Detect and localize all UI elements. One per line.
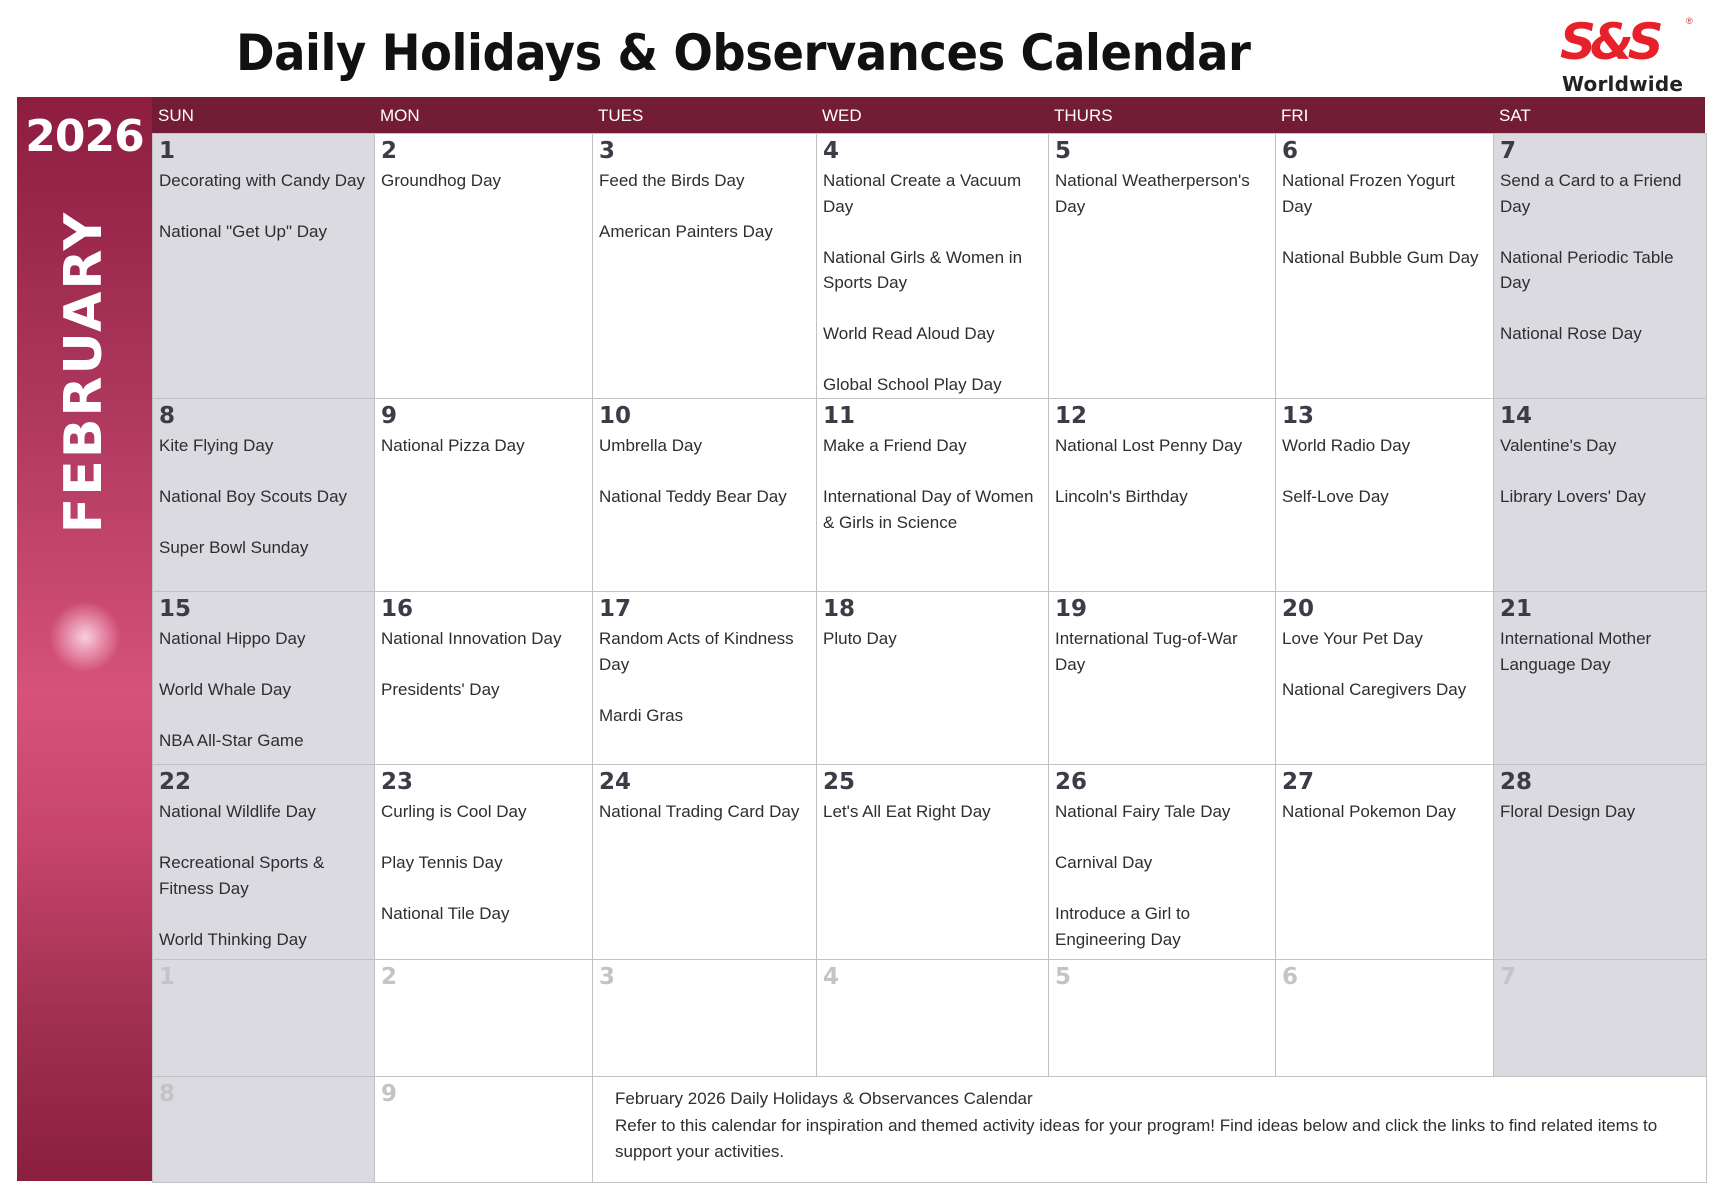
event-item: American Painters Day [599, 222, 773, 241]
event-item: National Lost Penny Day [1055, 436, 1243, 455]
year-label: 2026 [25, 111, 144, 162]
day-number: 21 [1500, 596, 1533, 622]
calendar-cell-adjacent-month [374, 1076, 594, 1183]
event-item: Feed the Birds Day [599, 171, 745, 190]
event-item: National Boy Scouts Day [159, 487, 348, 506]
day-number: 16 [381, 596, 414, 622]
calendar-cell [152, 764, 376, 961]
event-item: Decorating with Candy Day [159, 171, 365, 190]
calendar-cell [1275, 133, 1495, 400]
day-number: 8 [159, 1081, 176, 1107]
event-item: National Create a Vacuum Day [823, 171, 1022, 216]
day-number: 18 [823, 596, 856, 622]
calendar-cell [374, 591, 594, 766]
day-number: 4 [823, 138, 840, 164]
day-number: 6 [1282, 138, 1299, 164]
weekday-sat: SAT [1499, 106, 1531, 125]
event-item: Groundhog Day [381, 171, 502, 190]
calendar-cell-adjacent-month [1493, 959, 1707, 1078]
event-item: International Day of Women & Girls in Science [823, 487, 1034, 532]
event-item: International Tug-of-War Day [1055, 629, 1238, 674]
event-item: Floral Design Day [1500, 802, 1636, 821]
event-item: Super Bowl Sunday [159, 538, 309, 557]
logo-mark: S&S [1560, 13, 1658, 71]
event-item: National Fairy Tale Day [1055, 802, 1231, 821]
calendar-cell [1048, 764, 1277, 961]
calendar-cell-adjacent-month [1048, 959, 1277, 1078]
weekday-mon: MON [380, 106, 420, 125]
calendar-cell [1275, 764, 1495, 961]
day-number: 4 [823, 964, 840, 990]
weekday-sun: SUN [158, 106, 194, 125]
calendar-cell [152, 398, 376, 593]
calendar-cell [592, 398, 818, 593]
day-number: 26 [1055, 769, 1088, 795]
event-item: National Caregivers Day [1282, 680, 1467, 699]
weekday-header [152, 97, 1705, 133]
calendar-cell-adjacent-month [374, 959, 594, 1078]
day-number: 28 [1500, 769, 1533, 795]
calendar-cell [1493, 764, 1707, 961]
day-number: 11 [823, 403, 856, 429]
day-number: 27 [1282, 769, 1315, 795]
day-number: 10 [599, 403, 632, 429]
calendar-cell [1275, 398, 1495, 593]
notes-box [592, 1076, 1707, 1183]
event-item: National Pizza Day [381, 436, 525, 455]
calendar-cell [1048, 398, 1277, 593]
calendar-cell-adjacent-month [1275, 959, 1495, 1078]
day-number: 17 [599, 596, 632, 622]
day-number: 9 [381, 403, 398, 429]
calendar-cell [1048, 591, 1277, 766]
event-item: Love Your Pet Day [1282, 629, 1423, 648]
page-title: Daily Holidays & Observances Calendar [236, 24, 1251, 82]
registered-mark: ® [1686, 16, 1693, 26]
calendar-cell [1493, 398, 1707, 593]
day-number: 23 [381, 769, 414, 795]
calendar-cell-adjacent-month [152, 959, 376, 1078]
day-number: 8 [159, 403, 176, 429]
calendar-cell [1493, 591, 1707, 766]
event-item: Global School Play Day [823, 375, 1002, 394]
event-item: National Hippo Day [159, 629, 306, 648]
notes-title: February 2026 Daily Holidays & Observances Calendar [615, 1089, 1033, 1108]
day-number: 20 [1282, 596, 1315, 622]
event-item: National Trading Card Day [599, 802, 800, 821]
month-sidebar [17, 97, 152, 1181]
calendar-cell [374, 133, 594, 400]
brand-logo [1560, 14, 1695, 94]
calendar-cell [816, 133, 1050, 400]
event-item: Send a Card to a Friend Day [1500, 171, 1682, 216]
notes-body: Refer to this calendar for inspiration and themed activity ideas for your program! Find ideas below and click the links to find related items to support your activities. [615, 1116, 1658, 1161]
calendar-cell-adjacent-month [816, 959, 1050, 1078]
day-number: 7 [1500, 964, 1517, 990]
event-item: National Bubble Gum Day [1282, 247, 1479, 267]
calendar-cell [152, 133, 376, 400]
day-number: 15 [159, 596, 192, 622]
day-number: 9 [381, 1081, 398, 1107]
day-number: 24 [599, 769, 632, 795]
event-item: Recreational Sports & Fitness Day [159, 853, 325, 898]
event-item: Lincoln's Birthday [1055, 487, 1188, 506]
event-item: World Whale Day [159, 680, 291, 699]
calendar-cell-adjacent-month [152, 1076, 376, 1183]
decorative-glow [50, 602, 120, 672]
weekday-wed: WED [822, 106, 862, 125]
calendar-cell [1275, 591, 1495, 766]
event-item: National Tile Day [381, 904, 510, 923]
day-number: 12 [1055, 403, 1088, 429]
event-item: Make a Friend Day [823, 436, 967, 455]
day-number: 13 [1282, 403, 1315, 429]
event-item: National Innovation Day [381, 629, 562, 648]
day-number: 2 [381, 964, 398, 990]
event-item: Random Acts of Kindness Day [599, 629, 794, 674]
day-number: 7 [1500, 138, 1517, 164]
event-item: World Thinking Day [159, 929, 307, 949]
calendar-cell [374, 764, 594, 961]
event-item: Umbrella Day [599, 436, 702, 455]
weekday-fri: FRI [1281, 106, 1309, 125]
event-item: Mardi Gras [599, 705, 684, 725]
calendar-cell [374, 398, 594, 593]
event-item: World Radio Day [1282, 436, 1411, 455]
logo-subtitle: Worldwide [1562, 72, 1684, 96]
event-item: Presidents' Day [381, 680, 500, 699]
calendar-cell [592, 764, 818, 961]
event-item: International Mother Language Day [1500, 629, 1652, 674]
weekday-thurs: THURS [1054, 106, 1113, 125]
event-item: Self-Love Day [1282, 487, 1389, 506]
event-item: Pluto Day [823, 629, 897, 648]
day-number: 25 [823, 769, 856, 795]
event-item: National Teddy Bear Day [599, 487, 787, 506]
weekday-tues: TUES [598, 106, 644, 125]
day-number: 6 [1282, 964, 1299, 990]
event-item: Let's All Eat Right Day [823, 802, 991, 821]
event-item: National Wildlife Day [159, 802, 316, 821]
calendar-grid [152, 133, 1705, 1181]
calendar-cell [1493, 133, 1707, 400]
day-number: 22 [159, 769, 192, 795]
calendar-cell [1048, 133, 1277, 400]
calendar-cell [152, 591, 376, 766]
event-item: Library Lovers' Day [1500, 487, 1646, 506]
event-item: National Frozen Yogurt Day [1282, 171, 1455, 216]
event-item: NBA All-Star Game [159, 731, 304, 750]
event-item: Kite Flying Day [159, 436, 274, 455]
day-number: 3 [599, 964, 616, 990]
event-item: National Pokemon Day [1282, 802, 1456, 821]
event-item: World Read Aloud Day [823, 324, 995, 343]
day-number: 1 [159, 964, 176, 990]
event-item: Valentine's Day [1500, 436, 1617, 455]
calendar-cell [816, 591, 1050, 766]
calendar-cell [816, 764, 1050, 961]
event-item: National Rose Day [1500, 324, 1642, 343]
event-item: Play Tennis Day [381, 853, 503, 872]
event-item: Curling is Cool Day [381, 802, 527, 821]
day-number: 19 [1055, 596, 1088, 622]
event-item: Carnival Day [1055, 853, 1153, 872]
event-item: National "Get Up" Day [159, 222, 327, 241]
event-item: National Weatherperson's Day [1055, 171, 1250, 216]
day-number: 3 [599, 138, 616, 164]
day-number: 2 [381, 138, 398, 164]
calendar-cell [592, 591, 818, 766]
event-item: National Periodic Table Day [1500, 247, 1674, 292]
event-item: National Girls & Women in Sports Day [823, 247, 1023, 292]
calendar-cell-adjacent-month [592, 959, 818, 1078]
day-number: 14 [1500, 403, 1533, 429]
day-number: 1 [159, 138, 176, 164]
calendar-cell [592, 133, 818, 400]
month-label: FEBRUARY [54, 210, 114, 534]
event-item: Introduce a Girl to Engineering Day [1055, 904, 1191, 949]
day-number: 5 [1055, 138, 1072, 164]
day-number: 5 [1055, 964, 1072, 990]
calendar-cell [816, 398, 1050, 593]
